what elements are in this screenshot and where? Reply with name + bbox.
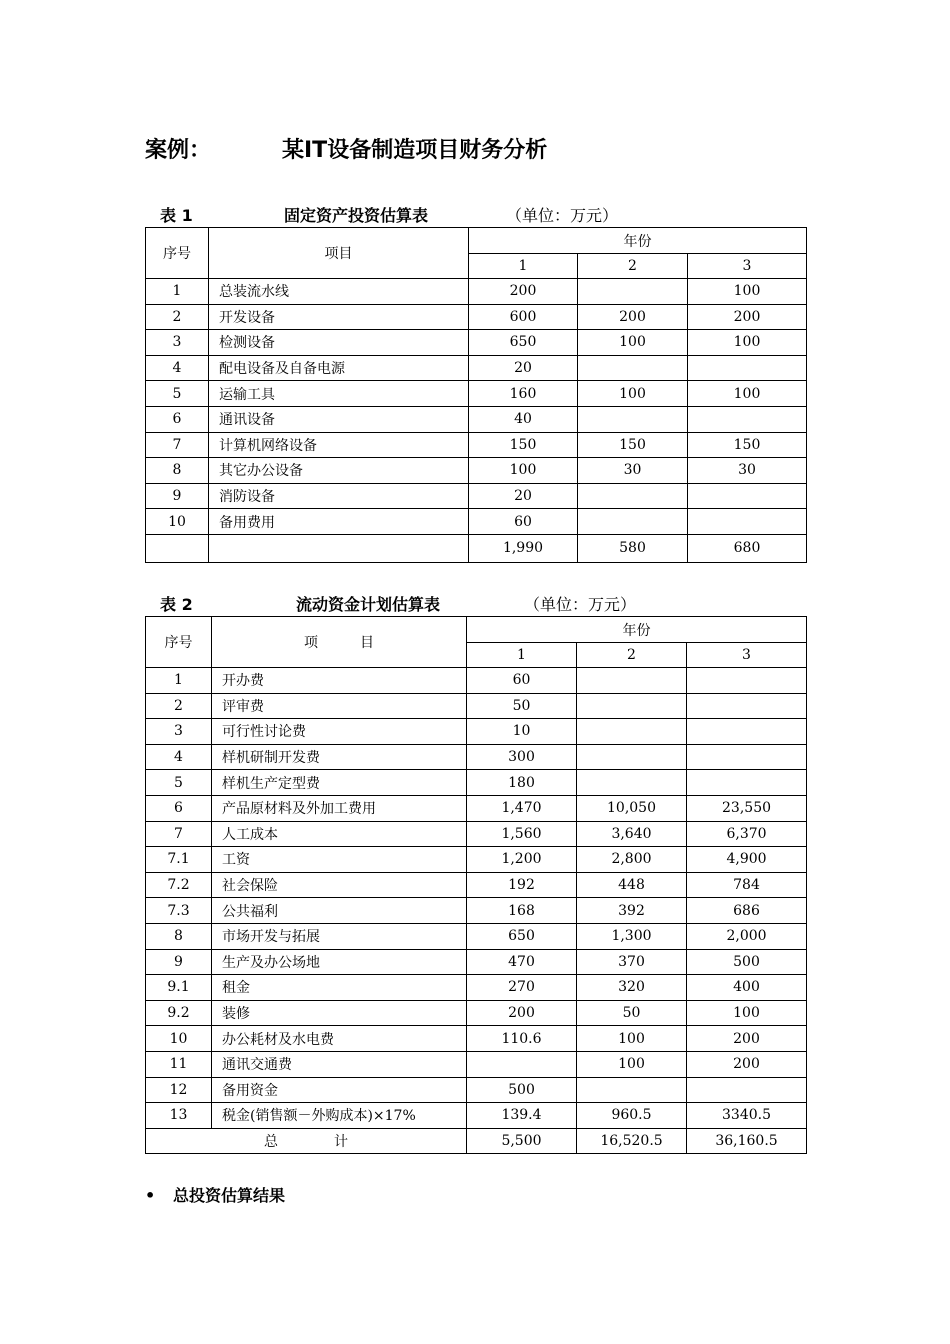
- total-year-3: 680: [688, 534, 807, 562]
- table-row: [146, 279, 807, 305]
- cell-year-1: 1,470: [467, 795, 577, 821]
- table-row: [146, 1051, 807, 1077]
- cell-year-1: 168: [467, 898, 577, 924]
- table1-total-row: [146, 534, 807, 562]
- cell-year-2: 448: [577, 872, 687, 898]
- table2-caption: [160, 592, 637, 615]
- cell-seq: 13: [146, 1103, 212, 1129]
- cell-item: 社会保险: [212, 872, 467, 898]
- cell-item: 消防设备: [209, 483, 469, 509]
- cell-year-3: 4,900: [687, 847, 807, 873]
- table-row: [146, 847, 807, 873]
- total-year-2: 16,520.5: [577, 1128, 687, 1153]
- cell-year-1: [467, 1051, 577, 1077]
- cell-item: 办公耗材及水电费: [212, 1026, 467, 1052]
- cell-year-3: 200: [688, 304, 807, 330]
- bullet-item: [145, 1183, 285, 1206]
- cell-year-3: 6,370: [687, 821, 807, 847]
- table2-body: [146, 668, 807, 1129]
- cell-year-3: [688, 483, 807, 509]
- cell-item: 税金(销售额－外购成本)×17%: [212, 1103, 467, 1129]
- cell-seq: 8: [146, 923, 212, 949]
- total-label: 总 计: [146, 1128, 467, 1153]
- cell-year-1: 180: [467, 770, 577, 796]
- table-row: [146, 795, 807, 821]
- cell-seq: 7: [146, 432, 209, 458]
- cell-item: 备用费用: [209, 509, 469, 535]
- cell-year-2: [577, 668, 687, 694]
- cell-seq: 9: [146, 949, 212, 975]
- cell-seq: 10: [146, 509, 209, 535]
- table1-number: 表 1: [160, 206, 193, 225]
- total-item: [209, 534, 469, 562]
- cell-item: 产品原材料及外加工费用: [212, 795, 467, 821]
- cell-year-2: 100: [578, 381, 688, 407]
- cell-year-2: 10,050: [577, 795, 687, 821]
- cell-year-3: 100: [688, 381, 807, 407]
- cell-year-3: 784: [687, 872, 807, 898]
- header-item: 项 目: [212, 617, 467, 668]
- cell-seq: 5: [146, 770, 212, 796]
- cell-year-2: [578, 483, 688, 509]
- cell-seq: 7.2: [146, 872, 212, 898]
- cell-year-3: [688, 509, 807, 535]
- cell-seq: 10: [146, 1026, 212, 1052]
- cell-year-2: [578, 355, 688, 381]
- cell-item: 运输工具: [209, 381, 469, 407]
- cell-item: 备用资金: [212, 1077, 467, 1103]
- table-row: [146, 975, 807, 1001]
- table1-body: [146, 279, 807, 535]
- cell-item: 生产及办公场地: [212, 949, 467, 975]
- cell-year-2: [578, 509, 688, 535]
- cell-year-1: 270: [467, 975, 577, 1001]
- total-year-2: 580: [578, 534, 688, 562]
- cell-year-1: 50: [467, 693, 577, 719]
- cell-year-1: 20: [469, 355, 578, 381]
- header-item: 项目: [209, 228, 469, 279]
- table-row: [146, 432, 807, 458]
- cell-seq: 12: [146, 1077, 212, 1103]
- cell-seq: 6: [146, 406, 209, 432]
- working-capital-table: [145, 616, 807, 1154]
- cell-year-2: 3,640: [577, 821, 687, 847]
- table1-unit: （单位：万元）: [506, 206, 619, 225]
- table2-name: 流动资金计划估算表: [296, 595, 441, 614]
- table-row: [146, 483, 807, 509]
- cell-year-2: 370: [577, 949, 687, 975]
- cell-year-3: [688, 355, 807, 381]
- header-seq: 序号: [146, 228, 209, 279]
- table-row: [146, 693, 807, 719]
- cell-year-2: 100: [577, 1026, 687, 1052]
- cell-year-1: 200: [469, 279, 578, 305]
- cell-year-2: 392: [577, 898, 687, 924]
- cell-seq: 9.2: [146, 1000, 212, 1026]
- cell-item: 工资: [212, 847, 467, 873]
- cell-year-3: [687, 744, 807, 770]
- table-row: [146, 668, 807, 694]
- total-year-3: 36,160.5: [687, 1128, 807, 1153]
- cell-item: 人工成本: [212, 821, 467, 847]
- header-year: 年份: [467, 617, 807, 643]
- cell-item: 通讯设备: [209, 406, 469, 432]
- header-seq: 序号: [146, 617, 212, 668]
- table-row: [146, 949, 807, 975]
- cell-year-3: 200: [687, 1026, 807, 1052]
- table-row: [146, 821, 807, 847]
- fixed-asset-table: [145, 227, 807, 563]
- cell-seq: 1: [146, 279, 209, 305]
- page-title: [145, 133, 547, 164]
- header-year-3: 3: [687, 643, 807, 668]
- cell-year-3: [687, 1077, 807, 1103]
- cell-year-2: 320: [577, 975, 687, 1001]
- cell-seq: 2: [146, 304, 209, 330]
- cell-year-2: 150: [578, 432, 688, 458]
- table2-number: 表 2: [160, 595, 193, 614]
- cell-item: 评审费: [212, 693, 467, 719]
- header-year-1: 1: [467, 643, 577, 668]
- cell-year-2: [577, 1077, 687, 1103]
- table-row: [146, 1103, 807, 1129]
- table-row: [146, 923, 807, 949]
- cell-year-2: [577, 693, 687, 719]
- cell-year-3: 400: [687, 975, 807, 1001]
- cell-year-1: 650: [467, 923, 577, 949]
- cell-year-3: 200: [687, 1051, 807, 1077]
- table-row: [146, 381, 807, 407]
- cell-year-2: 1,300: [577, 923, 687, 949]
- cell-item: 开发设备: [209, 304, 469, 330]
- cell-seq: 4: [146, 744, 212, 770]
- cell-year-2: 30: [578, 458, 688, 484]
- cell-seq: 7.1: [146, 847, 212, 873]
- cell-item: 配电设备及自备电源: [209, 355, 469, 381]
- table-row: [146, 330, 807, 356]
- title-text: 某IT设备制造项目财务分析: [282, 138, 548, 163]
- table1-name: 固定资产投资估算表: [284, 206, 429, 225]
- table2-total-row: [146, 1128, 807, 1153]
- table-row: [146, 770, 807, 796]
- cell-item: 公共福利: [212, 898, 467, 924]
- cell-year-1: 20: [469, 483, 578, 509]
- cell-year-1: 100: [469, 458, 578, 484]
- cell-item: 市场开发与拓展: [212, 923, 467, 949]
- header-year-3: 3: [688, 254, 807, 279]
- cell-year-3: 500: [687, 949, 807, 975]
- cell-seq: 5: [146, 381, 209, 407]
- cell-year-2: 100: [578, 330, 688, 356]
- total-year-1: 5,500: [467, 1128, 577, 1153]
- table-row: [146, 1000, 807, 1026]
- cell-item: 可行性讨论费: [212, 719, 467, 745]
- cell-year-3: [687, 719, 807, 745]
- cell-year-3: 3340.5: [687, 1103, 807, 1129]
- cell-year-1: 139.4: [467, 1103, 577, 1129]
- cell-seq: 3: [146, 719, 212, 745]
- cell-year-2: 960.5: [577, 1103, 687, 1129]
- table-row: [146, 898, 807, 924]
- cell-year-2: [577, 770, 687, 796]
- cell-seq: 7: [146, 821, 212, 847]
- cell-seq: 9: [146, 483, 209, 509]
- cell-year-2: 2,800: [577, 847, 687, 873]
- cell-year-3: 100: [687, 1000, 807, 1026]
- total-year-1: 1,990: [469, 534, 578, 562]
- cell-year-3: 30: [688, 458, 807, 484]
- cell-seq: 11: [146, 1051, 212, 1077]
- cell-item: 总装流水线: [209, 279, 469, 305]
- cell-year-1: 60: [469, 509, 578, 535]
- cell-year-1: 160: [469, 381, 578, 407]
- header-year-1: 1: [469, 254, 578, 279]
- table-row: [146, 1026, 807, 1052]
- cell-year-2: 50: [577, 1000, 687, 1026]
- cell-year-3: 23,550: [687, 795, 807, 821]
- cell-year-1: 60: [467, 668, 577, 694]
- cell-seq: 8: [146, 458, 209, 484]
- cell-year-1: 200: [467, 1000, 577, 1026]
- cell-year-3: 150: [688, 432, 807, 458]
- cell-year-2: [578, 406, 688, 432]
- cell-item: 开办费: [212, 668, 467, 694]
- table-row: [146, 872, 807, 898]
- table-row: [146, 355, 807, 381]
- cell-seq: 3: [146, 330, 209, 356]
- table2-unit: （单位：万元）: [524, 595, 637, 614]
- cell-year-3: [687, 668, 807, 694]
- cell-year-3: 686: [687, 898, 807, 924]
- cell-item: 租金: [212, 975, 467, 1001]
- cell-item: 装修: [212, 1000, 467, 1026]
- header-year-2: 2: [577, 643, 687, 668]
- table-row: [146, 719, 807, 745]
- cell-item: 通讯交通费: [212, 1051, 467, 1077]
- cell-year-2: [578, 279, 688, 305]
- cell-item: 检测设备: [209, 330, 469, 356]
- cell-seq: 6: [146, 795, 212, 821]
- cell-year-1: 650: [469, 330, 578, 356]
- cell-year-1: 1,560: [467, 821, 577, 847]
- cell-year-1: 500: [467, 1077, 577, 1103]
- cell-year-1: 110.6: [467, 1026, 577, 1052]
- table-row: [146, 744, 807, 770]
- cell-seq: 9.1: [146, 975, 212, 1001]
- cell-item: 计算机网络设备: [209, 432, 469, 458]
- cell-year-3: 2,000: [687, 923, 807, 949]
- cell-item: 样机生产定型费: [212, 770, 467, 796]
- table-row: [146, 509, 807, 535]
- table-row: [146, 458, 807, 484]
- cell-seq: 1: [146, 668, 212, 694]
- title-label: 案例：: [145, 138, 212, 163]
- cell-item: 其它办公设备: [209, 458, 469, 484]
- cell-year-2: 100: [577, 1051, 687, 1077]
- cell-year-3: 100: [688, 279, 807, 305]
- total-seq: [146, 534, 209, 562]
- cell-seq: 4: [146, 355, 209, 381]
- bullet-text: 总投资估算结果: [173, 1186, 286, 1205]
- cell-year-1: 192: [467, 872, 577, 898]
- table-row: [146, 304, 807, 330]
- cell-year-3: [687, 770, 807, 796]
- cell-year-1: 150: [469, 432, 578, 458]
- cell-year-2: 200: [578, 304, 688, 330]
- table-row: [146, 406, 807, 432]
- bullet-icon: •: [145, 1186, 156, 1205]
- cell-year-1: 470: [467, 949, 577, 975]
- cell-year-1: 300: [467, 744, 577, 770]
- header-year-2: 2: [578, 254, 688, 279]
- cell-year-3: [687, 693, 807, 719]
- cell-year-1: 600: [469, 304, 578, 330]
- cell-year-1: 1,200: [467, 847, 577, 873]
- cell-year-3: 100: [688, 330, 807, 356]
- table-row: [146, 1077, 807, 1103]
- cell-year-2: [577, 744, 687, 770]
- cell-year-1: 40: [469, 406, 578, 432]
- cell-seq: 7.3: [146, 898, 212, 924]
- cell-year-1: 10: [467, 719, 577, 745]
- table1-caption: [160, 203, 619, 226]
- cell-year-3: [688, 406, 807, 432]
- cell-seq: 2: [146, 693, 212, 719]
- cell-year-2: [577, 719, 687, 745]
- header-year: 年份: [469, 228, 807, 254]
- cell-item: 样机研制开发费: [212, 744, 467, 770]
